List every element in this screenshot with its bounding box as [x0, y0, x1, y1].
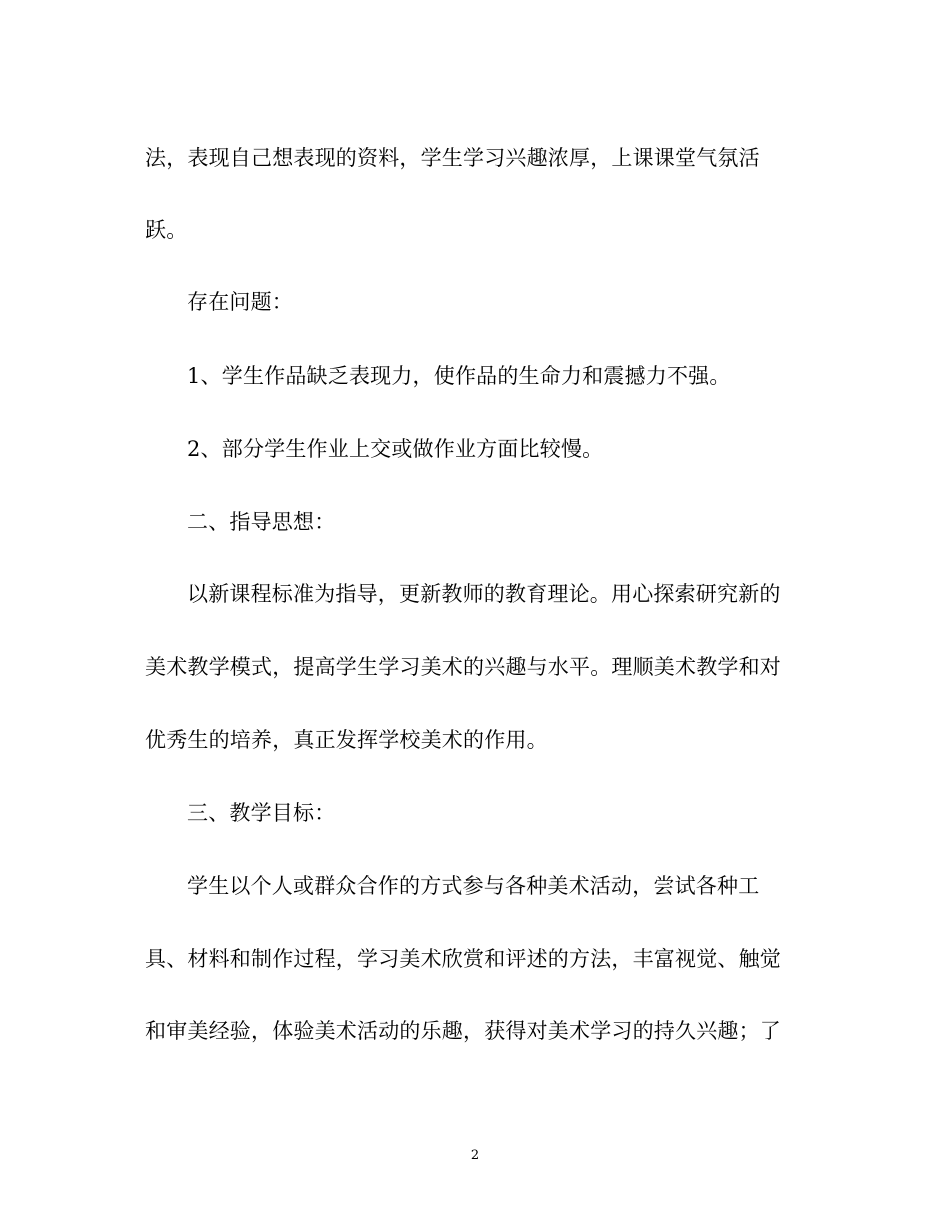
section-label-existing-problems: 存在问题： [187, 290, 293, 314]
body-text-line: 优秀生的培养，真正发挥学校美术的作用。 [145, 728, 548, 752]
page-number: 2 [470, 1148, 480, 1163]
body-text-line: 法，表现自己想表现的资料，学生学习兴趣浓厚，上课课堂气氛活 [145, 146, 760, 170]
problem-item-2: 2、部分学生作业上交或做作业方面比较慢。 [187, 437, 604, 461]
body-text-line: 跃。 [145, 218, 188, 242]
section-heading-guiding-ideology: 二、指导思想： [187, 510, 336, 534]
problem-item-1: 1、学生作品缺乏表现力，使作品的生命力和震撼力不强。 [187, 364, 731, 388]
body-text-line: 学生以个人或群众合作的方式参与各种美术活动，尝试各种工 [187, 874, 760, 898]
section-heading-teaching-goals: 三、教学目标： [187, 801, 336, 825]
body-text-line: 美术教学模式，提高学生学习美术的兴趣与水平。理顺美术教学和对 [145, 655, 781, 679]
body-text-line: 和审美经验，体验美术活动的乐趣，获得对美术学习的持久兴趣；了 [145, 1019, 781, 1043]
body-text-line: 以新课程标准为指导，更新教师的教育理论。用心探索研究新的 [187, 582, 781, 606]
body-text-line: 具、材料和制作过程，学习美术欣赏和评述的方法，丰富视觉、触觉 [145, 947, 781, 971]
